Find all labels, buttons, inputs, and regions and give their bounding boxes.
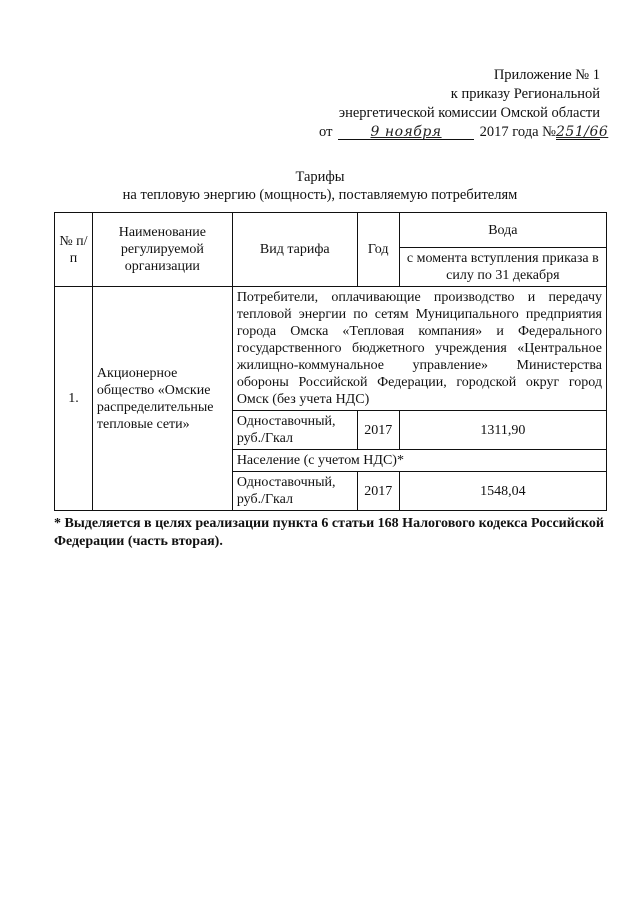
handwritten-date: 9 ноября (338, 125, 474, 140)
group2-description: Население (с учетом НДС)* (232, 450, 606, 472)
header-org: Наименование регулируемой организации (92, 213, 232, 287)
title-main: Тарифы (295, 169, 345, 185)
group1-description: Потребители, оплачивающие производство и передачу тепловой энергии по сетям Муниципального предприятия города Омска «Тепловая компания» и Федерального государственного бюджетного учреждения «Центральное жилищно-коммунальное управление» Министерства обороны Российской Федерации, городской округ город Омск (без учета НДС) (232, 287, 606, 411)
footnote: * Выделяется в целях реализации пункта 6 статьи 168 Налогового кодекса Российской Федерации (часть вторая). (54, 516, 604, 549)
commission-name: энергетической комиссии Омской области (338, 105, 600, 121)
header-num: № п/п (55, 213, 93, 287)
year-label: 2017 года № (479, 124, 556, 140)
document-header (300, 66, 609, 142)
order-reference: к приказу Региональной (450, 86, 600, 102)
group1-tariff-type: Одноставочный, руб./Гкал (232, 411, 357, 450)
appendix-label: Приложение № 1 (493, 67, 600, 83)
title-subtitle: на тепловую энергию (мощность), поставляемую потребителям (122, 187, 518, 203)
header-period: с момента вступления приказа в силу по 31 декабря (399, 248, 606, 287)
document-title (0, 168, 640, 204)
handwritten-order-number: 251/66 (556, 124, 609, 140)
header-tariff-type: Вид тарифа (232, 213, 357, 287)
row-org: Акционерное общество «Омские распределительные тепловые сети» (92, 287, 232, 511)
header-year: Год (357, 213, 399, 287)
header-water: Вода (399, 213, 606, 248)
row-num: 1. (55, 287, 93, 511)
group1-year: 2017 (357, 411, 399, 450)
tariff-table (54, 212, 607, 511)
order-date-line (300, 123, 609, 142)
group1-value: 1311,90 (399, 411, 606, 450)
group2-value: 1548,04 (399, 472, 606, 511)
from-label: от (319, 124, 333, 140)
group2-tariff-type: Одноставочный, руб./Гкал (232, 472, 357, 511)
table-header-row (55, 213, 607, 248)
group2-year: 2017 (357, 472, 399, 511)
table-row (55, 287, 607, 411)
